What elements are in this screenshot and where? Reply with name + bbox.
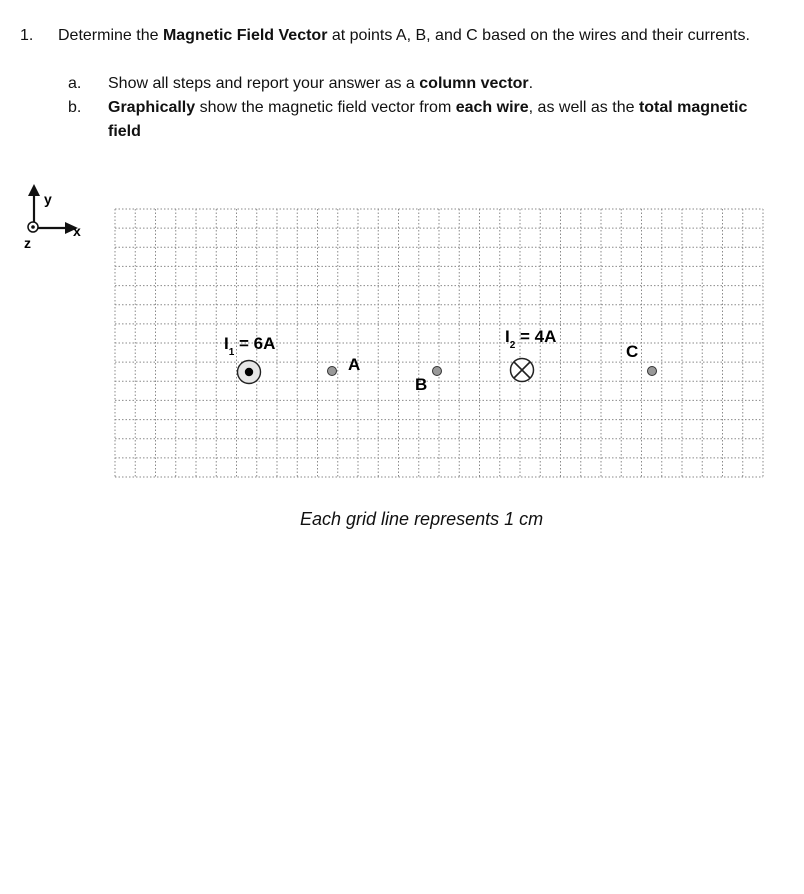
part-a-letter: a. <box>68 75 82 92</box>
wire-1-label: $I_1 = 6A$ <box>224 334 276 358</box>
point-c-marker <box>648 367 657 376</box>
point-b-label: B <box>415 375 428 394</box>
wire-1 <box>224 334 275 384</box>
question-text: Determine the Magnetic Field Vector at points A, B, and C based on the wires and their currents. <box>58 27 750 44</box>
wire-2 <box>505 327 556 382</box>
point-c-label: C <box>626 342 639 361</box>
axes-icon <box>24 184 81 251</box>
part-a-text: Show all steps and report your answer as a column vector. <box>108 75 534 92</box>
point-a-marker <box>328 367 337 376</box>
part-b-letter: b. <box>68 99 82 116</box>
grid <box>115 209 763 477</box>
point-b-marker <box>433 367 442 376</box>
point-a-label: A <box>348 355 361 374</box>
question-number: 1. <box>20 27 34 44</box>
axis-x-label: x <box>73 223 81 239</box>
grid-caption: Each grid line represents 1 cm <box>300 509 544 529</box>
point-a <box>328 355 361 376</box>
axis-y-label: y <box>44 191 52 207</box>
axis-z-label: z <box>24 235 31 251</box>
wire-2-label: $I_2 = 4A$ <box>505 327 557 351</box>
part-b-text: Graphically show the magnetic field vector from each wire, as well as the total magnetic field <box>108 99 748 140</box>
